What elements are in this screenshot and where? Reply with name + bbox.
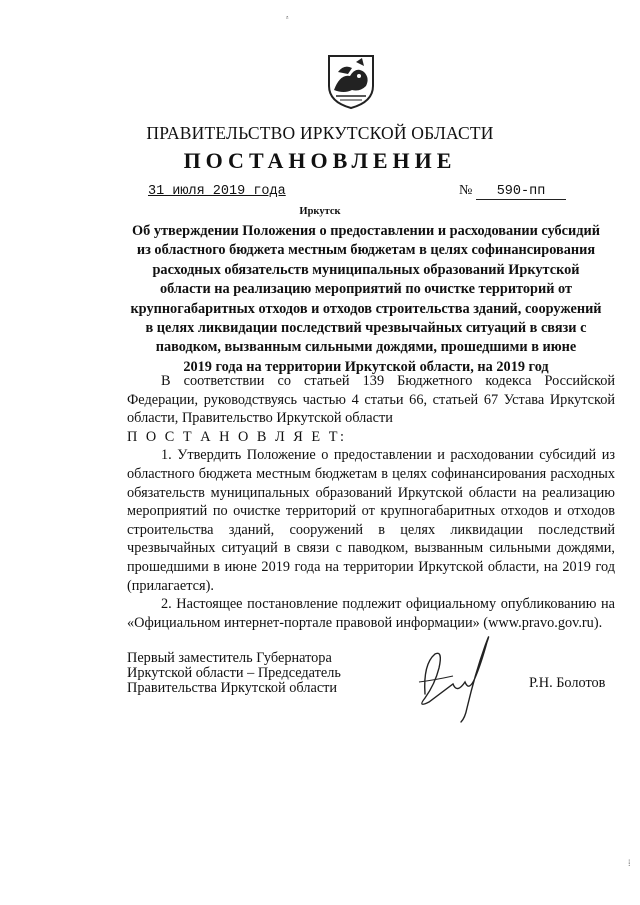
decree-word: П О С Т А Н О В Л Я Е Т: — [127, 428, 347, 445]
document-date: 31 июля 2019 года — [148, 184, 286, 199]
heading-line: из областного бюджета местным бюджетам в целях софинансирования — [136, 242, 596, 259]
scan-edge-mark: ⁞ — [628, 858, 631, 868]
heading-line: в целях ликвидации последствий чрезвычайных ситуаций в связи с — [145, 320, 587, 337]
heading-line: области на реализацию мероприятий по очистке территорий от — [159, 281, 573, 298]
heading-line: Об утверждении Положения о предоставлении и расходовании субсидий — [132, 223, 600, 239]
preamble-paragraph: В соответствии со статьей 139 Бюджетного кодекса Российской Федерации, руководствуясь частью 4 статьи 66, статьей 67 Устава Иркутской области, Правительство Иркутской области — [127, 373, 615, 427]
city: Иркутск — [299, 206, 341, 217]
document-type: ПОСТАНОВЛЕНИЕ — [183, 148, 457, 173]
signer-position-line: Правительства Иркутской области — [127, 680, 338, 696]
government-title: ПРАВИТЕЛЬСТВО ИРКУТСКОЙ ОБЛАСТИ — [146, 123, 494, 143]
heading-line: расходных обязательств муниципальных образований Иркутской — [152, 261, 580, 278]
signer-position-line: Первый заместитель Губернатора — [127, 650, 332, 666]
scan-mark: ᶻ — [286, 13, 289, 23]
signer-position-line: Иркутской области – Председатель — [127, 665, 341, 681]
document-body — [127, 372, 615, 632]
document-heading — [118, 222, 614, 377]
signer-position — [127, 651, 341, 696]
handwritten-signature — [395, 624, 505, 724]
heading-line: паводком, вызванным сильными дождями, прошедшими в июне — [155, 339, 577, 356]
number-sign: № — [459, 183, 473, 198]
heading-line: 2019 года на территории Иркутской области, на 2019 год — [183, 358, 549, 375]
heading-line: крупногабаритных отходов и отходов строительства зданий, сооружений — [130, 300, 602, 317]
signer-name: Р.Н. Болотов — [529, 675, 606, 691]
item-1-paragraph: 1. Утвердить Положение о предоставлении и расходовании субсидий из областного бюджета местным бюджетам в целях софинансирования расходных обязательств муниципальных образований Иркутской области на реализацию мероприятий по очистке территорий от крупногабаритных отходов и отходов строительства зданий, сооружений в целях ликвидации последствий чрезвычайных ситуаций в связи с паводком, вызванным сильными дождями, прошедшими в июне 2019 года на территории Иркутской области, на 2019 год (прилагается). — [127, 447, 615, 594]
item-2-paragraph: 2. Настоящее постановление подлежит официальному опубликованию на «Официальном интернет-портале правовой информации» (www.pravo.gov.ru). — [127, 596, 615, 631]
coat-of-arms-icon — [326, 52, 376, 110]
document-number: 590-пп — [476, 184, 566, 200]
